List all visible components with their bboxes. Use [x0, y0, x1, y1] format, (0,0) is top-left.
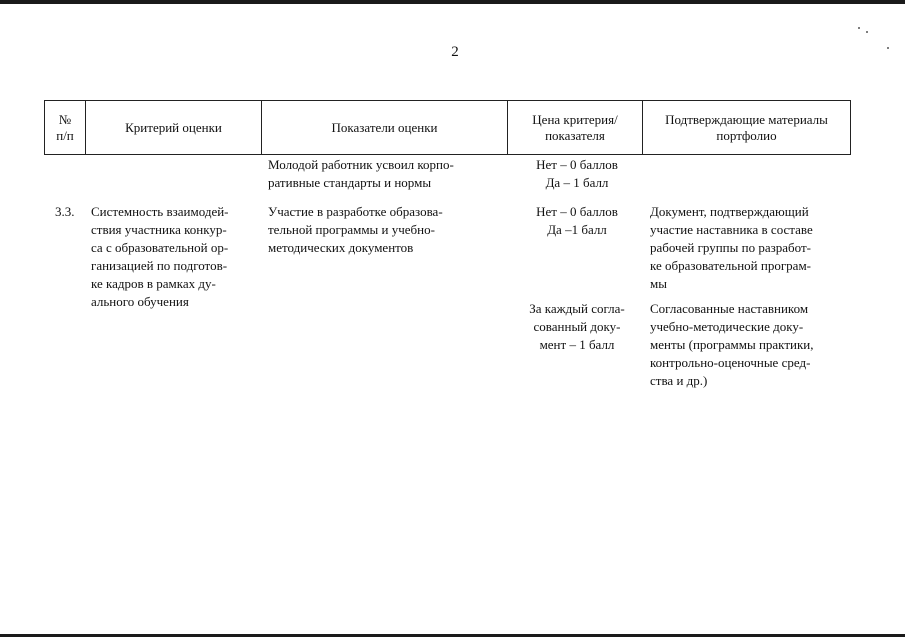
header-criterion: Критерий оценки: [125, 119, 222, 135]
row-price: Нет – 0 баллов Да –1 балл: [536, 204, 618, 237]
header-num: № п/п: [56, 111, 74, 143]
row-price: За каждый согла- сованный доку- мент – 1 балл: [529, 301, 625, 352]
header-materials: Подтверждающие материалы портфолио: [665, 111, 828, 143]
header-indicators: Показатели оценки: [331, 119, 438, 135]
header-price: Цена критерия/ показателя: [532, 111, 618, 143]
table-header: [44, 100, 851, 155]
scan-speck: [866, 31, 868, 33]
row-indicators: Участие в разработке образова- тельной программы и учебно- методических документов: [268, 204, 443, 255]
row-indicators: Молодой работник усвоил корпо- ративные стандарты и нормы: [268, 157, 454, 190]
page-number: 2: [451, 44, 459, 60]
row-materials: Документ, подтверждающий участие наставника в составе рабочей группы по разработ- ке образовательной програм- мы: [650, 204, 813, 291]
row-criterion: Системность взаимодей- ствия участника конкур- са с образовательной ор- ганизацией по подготов- ке кадров в рамках ду- ального обучения: [91, 204, 229, 309]
bottom-scan-border: [0, 634, 905, 637]
row-materials: Согласованные наставником учебно-методические доку- менты (программы практики, контрольно-оценочные сред- ства и др.): [650, 301, 814, 388]
scan-speck: [858, 27, 860, 29]
row-number: 3.3.: [55, 204, 75, 219]
row-price: Нет – 0 баллов Да – 1 балл: [536, 157, 618, 190]
top-scan-border: [0, 0, 905, 4]
scan-speck: [887, 47, 889, 49]
